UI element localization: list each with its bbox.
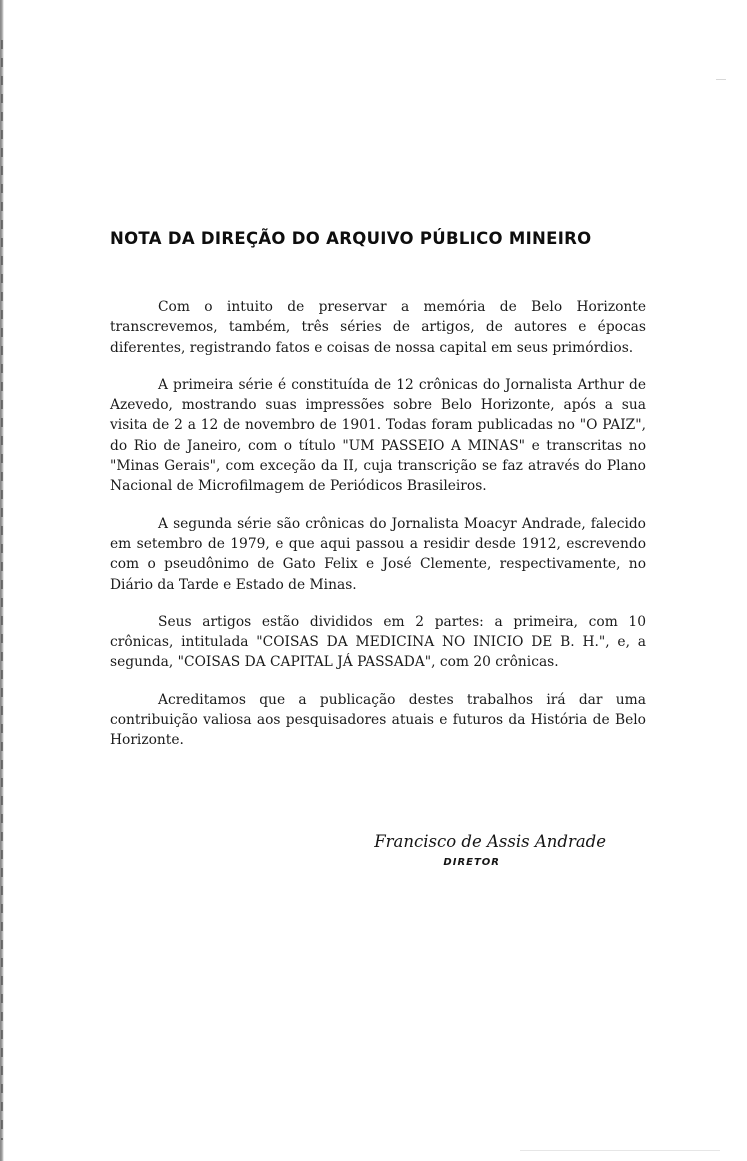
paragraph-first-series: A primeira série é constituída de 12 crônicas do Jornalista Arthur de Azevedo, mostrando suas impressões sobre Belo Horizonte, após a sua visita de 2 a 12 de novembro de 1901. Todas foram publicadas no "O PAIZ", do Rio de Janeiro, com o título "UM PASSEIO A MINAS" e transcritas no "Minas Gerais", com exceção da II, cuja transcrição se faz através do Plano Nacional de Microfilmagem de Periódicos Brasileiros. — [110, 376, 646, 495]
scan-smudge — [520, 1150, 720, 1151]
paragraph-second-series: A segunda série são crônicas do Jornalista Moacyr Andrade, falecido em setembro de 1979, e que aqui passou a residir desde 1912, escrevendo com o pseudônimo de Gato Felix e José Clemente, respectivamente, no Diário da Tarde e Estado de Minas. — [110, 515, 646, 593]
paragraph-intro: Com o intuito de preservar a memória de Belo Horizonte transcrevemos, também, três séries de artigos, de autores e épocas diferentes, registrando fatos e coisas de nossa capital em seus primórdios. — [110, 299, 646, 356]
note-body — [110, 297, 646, 768]
signature-name: Francisco de Assis Andrade — [374, 832, 606, 851]
page-title: NOTA DA DIREÇÃO DO ARQUIVO PÚBLICO MINEIRO — [110, 229, 592, 248]
scan-smudge — [716, 79, 726, 80]
signature-role: DIRETOR — [443, 857, 500, 868]
page-binding-marks — [1, 40, 3, 1140]
paragraph-articles-division: Seus artigos estão divididos em 2 partes: a primeira, com 10 crônicas, intitulada "COISAS DA MEDICINA NO INICIO DE B. H.", e, a segunda, "COISAS DA CAPITAL JÁ PASSADA", com 20 crônicas. — [110, 613, 646, 671]
paragraph-closing: Acreditamos que a publicação destes trabalhos irá dar uma contribuição valiosa aos pesquisadores atuais e futuros da História de Belo Horizonte. — [110, 691, 646, 749]
